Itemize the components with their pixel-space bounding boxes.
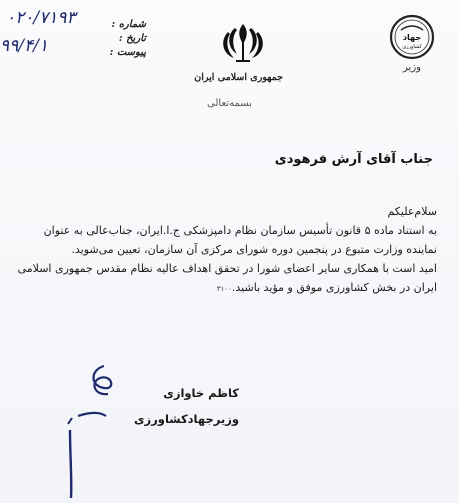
addressee: جناب آقای آرش فرهودی xyxy=(274,152,433,167)
national-emblem xyxy=(194,20,283,83)
signatory-name: کاظم خاوازی xyxy=(163,386,239,400)
greeting: سلام‌علیکم xyxy=(387,205,437,218)
body-paragraph-2-text: امید است با همکاری سایر اعضای شورا در تحقق اهداف عالیه نظام مقدس جمهوری اسلامی ایران در بخش کشاورزی موفق و مؤید باشید. xyxy=(17,262,437,294)
signatory-title: وزیرجهادکشاورزی xyxy=(134,412,239,426)
iran-emblem-icon xyxy=(218,20,268,66)
jihad-agriculture-logo-icon xyxy=(389,14,435,60)
footnote-mark: ۳۱۰۰ xyxy=(216,285,232,293)
meta-labels xyxy=(96,18,146,60)
signature-block xyxy=(134,380,239,432)
handwritten-letter-number: ۰۲۰/۷۱۹۳ xyxy=(6,8,76,28)
meta-label-number: شماره : xyxy=(111,19,146,30)
ministry-logo xyxy=(383,14,441,94)
handwritten-letter-date: ۹۹/۴/۱ xyxy=(0,36,48,56)
basmala: بسمه‌تعالی xyxy=(207,98,252,109)
body-paragraph-1: به استناد ماده ۵ قانون تأسیس سازمان نظام دامپزشکی ج.ا.ایران، جناب‌عالی به عنوان نماینده وزارت متبوع در پنجمین دوره شورای مرکزی آن سازمان، تعیین می‌شوید. xyxy=(43,224,437,256)
letter-body xyxy=(14,202,437,299)
meta-label-date: تاریخ : xyxy=(118,33,146,44)
emblem-caption: جمهوری اسلامی ایران xyxy=(194,72,283,83)
logo-text-bottom: کشاورزی xyxy=(402,44,422,50)
meta-label-attachment: پیوست : xyxy=(109,47,146,58)
signature-scribble-icon xyxy=(60,360,140,500)
logo-text-top: جهاد xyxy=(402,33,422,42)
logo-caption: وزیر xyxy=(403,62,421,73)
body-paragraph-2 xyxy=(14,259,437,299)
